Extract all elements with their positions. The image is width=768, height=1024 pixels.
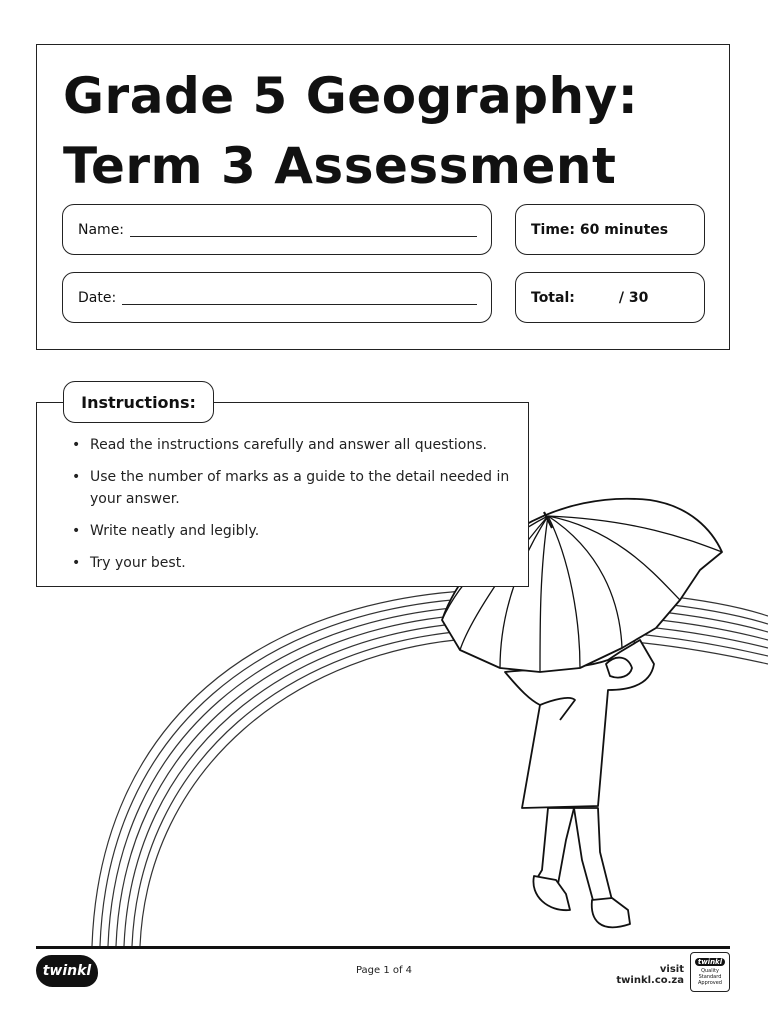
time-label: Time: 60 minutes [531, 221, 669, 238]
list-item: • Write neatly and legibly. [70, 520, 518, 542]
badge-logo: twinkl [695, 958, 725, 966]
twinkl-logo[interactable]: twinkl [36, 955, 98, 987]
list-item: • Try your best. [70, 552, 518, 574]
date-label: Date: [78, 289, 117, 306]
list-item: • Read the instructions carefully and answer all questions. [70, 434, 518, 456]
person-icon [505, 640, 654, 927]
instructions-list [70, 434, 518, 584]
page-number: Page 1 of 4 [355, 965, 413, 976]
total-value: / 30 [618, 289, 649, 306]
title-line-1: Grade 5 Geography: [63, 67, 639, 125]
badge-line-2: Approved [698, 980, 722, 986]
title-line-2: Term 3 Assessment [63, 137, 617, 195]
site-link[interactable]: visit twinkl.co.za [616, 964, 684, 986]
footer-divider [36, 946, 730, 949]
rainbow-icon [92, 589, 768, 946]
quality-badge [690, 952, 730, 992]
total-label: Total: [531, 289, 575, 306]
badge-line-1: Quality Standard [698, 968, 722, 980]
list-item: • Use the number of marks as a guide to the detail needed in your answer. [70, 466, 518, 510]
instructions-heading: Instructions: [63, 381, 214, 423]
name-label: Name: [78, 221, 125, 238]
